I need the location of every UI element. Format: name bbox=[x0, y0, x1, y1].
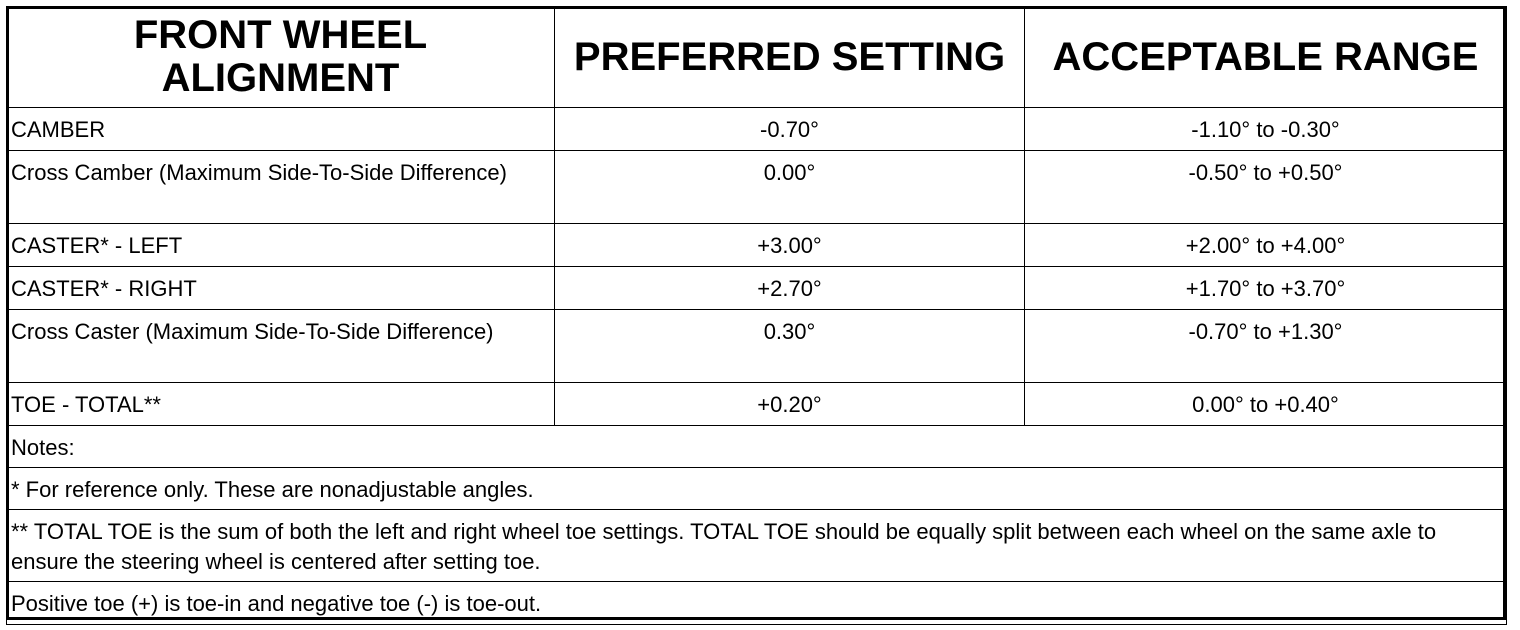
row-preferred: +3.00° bbox=[555, 224, 1025, 267]
row-range: +2.00° to +4.00° bbox=[1025, 224, 1507, 267]
row-preferred: -0.70° bbox=[555, 108, 1025, 151]
row-label: Cross Camber (Maximum Side-To-Side Difference) bbox=[7, 151, 555, 224]
row-preferred: +0.20° bbox=[555, 383, 1025, 426]
row-range: -0.50° to +0.50° bbox=[1025, 151, 1507, 224]
row-label: CASTER* - RIGHT bbox=[7, 267, 555, 310]
row-preferred: +2.70° bbox=[555, 267, 1025, 310]
row-label: Cross Caster (Maximum Side-To-Side Difference) bbox=[7, 310, 555, 383]
row-preferred: 0.00° bbox=[555, 151, 1025, 224]
row-range: -1.10° to -0.30° bbox=[1025, 108, 1507, 151]
row-label: CAMBER bbox=[7, 108, 555, 151]
row-preferred: 0.30° bbox=[555, 310, 1025, 383]
row-range: +1.70° to +3.70° bbox=[1025, 267, 1507, 310]
row-range: 0.00° to +0.40° bbox=[1025, 383, 1507, 426]
table-outer-border bbox=[6, 6, 1506, 620]
header-acceptable-range: ACCEPTABLE RANGE bbox=[1025, 7, 1507, 108]
note-reference-only: * For reference only. These are nonadjustable angles. bbox=[7, 468, 1507, 510]
row-label: TOE - TOTAL** bbox=[7, 383, 555, 426]
note-toe-direction: Positive toe (+) is toe-in and negative toe (-) is toe-out. bbox=[7, 582, 1507, 625]
notes-heading: Notes: bbox=[7, 426, 1507, 468]
row-label: CASTER* - LEFT bbox=[7, 224, 555, 267]
row-range: -0.70° to +1.30° bbox=[1025, 310, 1507, 383]
header-preferred-setting: PREFERRED SETTING bbox=[555, 7, 1025, 108]
header-alignment-line2: ALIGNMENT bbox=[161, 56, 400, 100]
header-alignment-line1: FRONT WHEEL bbox=[133, 13, 428, 57]
note-total-toe: ** TOTAL TOE is the sum of both the left and right wheel toe settings. TOTAL TOE should be equally split between each wheel on the same axle to ensure the steering wheel is centered after setting toe. bbox=[7, 510, 1507, 582]
